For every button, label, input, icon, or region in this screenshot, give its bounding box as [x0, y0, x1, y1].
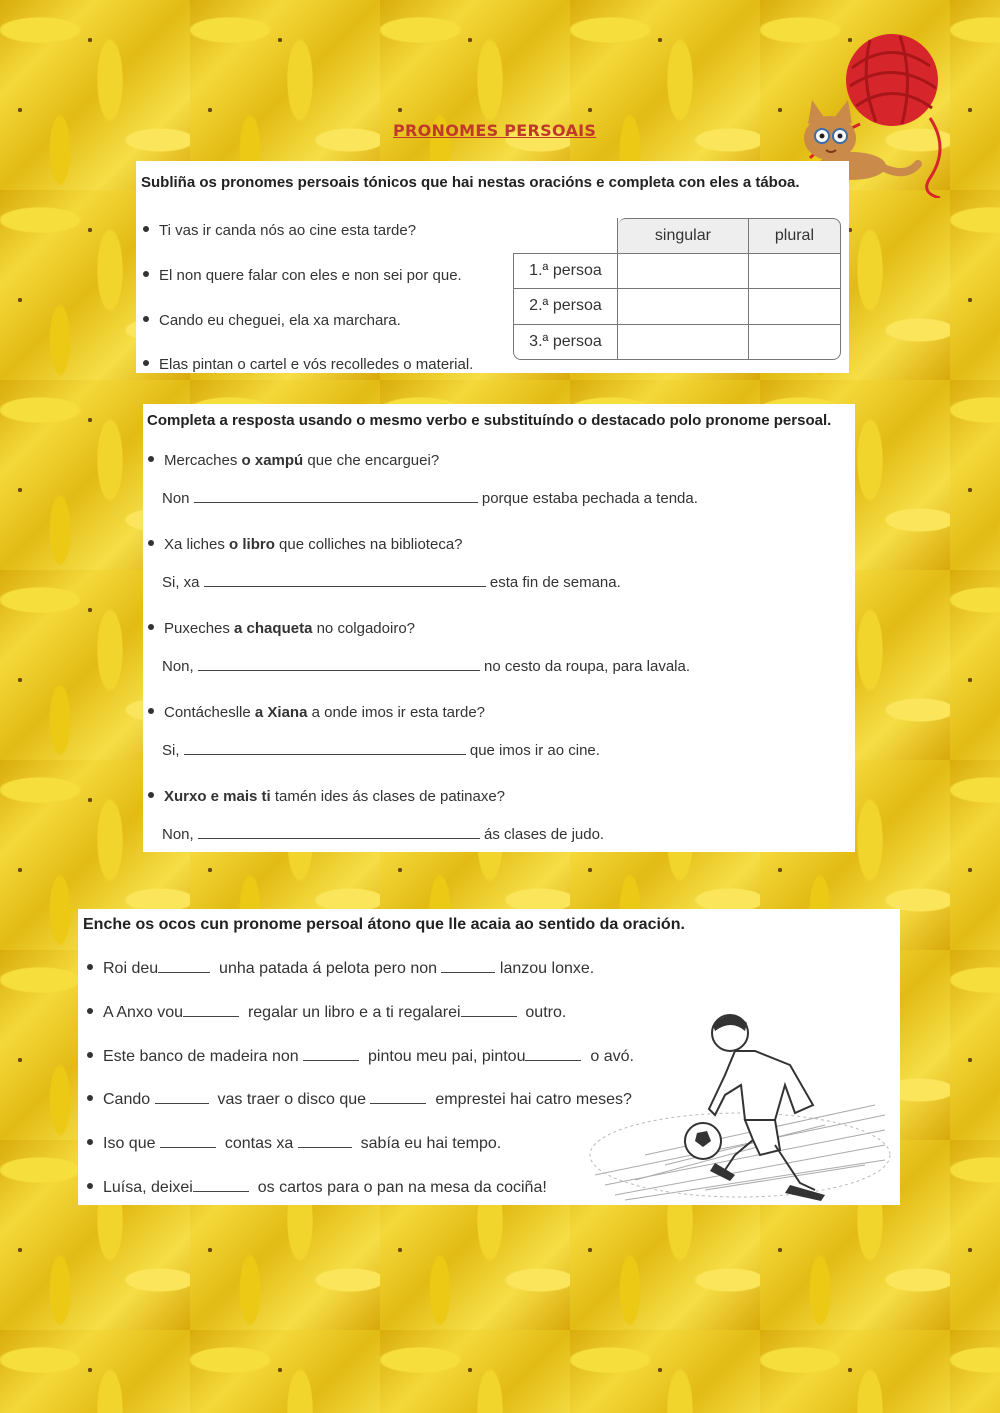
bullet-icon: [87, 964, 93, 970]
answer-line: Si, que imos ir ao cine.: [162, 742, 600, 759]
fill-blank[interactable]: [160, 1135, 216, 1148]
bullet-icon: [148, 456, 154, 462]
answer-blank[interactable]: [204, 574, 486, 587]
answer-line: Si, xa esta fin de semana.: [162, 574, 621, 591]
bullet-icon: [87, 1183, 93, 1189]
table-cell[interactable]: [749, 289, 841, 325]
answer-blank[interactable]: [184, 742, 466, 755]
answer-line: Non, ás clases de judo.: [162, 826, 605, 843]
table-cell[interactable]: [749, 325, 841, 361]
bullet-icon: [148, 708, 154, 714]
sentence-line: Luísa, deixei os cartos para o pan na mesa da cociña!: [87, 1179, 547, 1197]
pronoun-table: [513, 218, 841, 360]
bullet-icon: [143, 360, 149, 366]
fill-blank[interactable]: [155, 1091, 209, 1104]
question-line: Xurxo e mais ti tamén ides ás clases de patinaxe?: [148, 788, 505, 805]
table-cell[interactable]: [749, 254, 841, 290]
fill-blank[interactable]: [193, 1179, 249, 1192]
bullet-icon: [148, 624, 154, 630]
table-cell[interactable]: [618, 289, 749, 325]
answer-line: Non porque estaba pechada a tenda.: [162, 490, 698, 507]
page-title: PRONOMES PERSOAIS: [393, 121, 597, 140]
bullet-icon: [143, 271, 149, 277]
bullet-icon: [87, 1139, 93, 1145]
table-header-singular: singular: [618, 218, 749, 254]
fill-blank[interactable]: [461, 1004, 517, 1017]
answer-blank[interactable]: [198, 658, 480, 671]
fill-blank[interactable]: [298, 1135, 352, 1148]
bullet-icon: [87, 1052, 93, 1058]
section2-instruction: Completa a resposta usando o mesmo verbo e substituíndo o destacado polo pronome persoal.: [147, 412, 832, 429]
bullet-icon: [148, 540, 154, 546]
sentence-line: Iso que contas xa sabía eu hai tempo.: [87, 1135, 501, 1153]
section1-item: Ti vas ir canda nós ao cine esta tarde?: [143, 222, 416, 239]
sentence-line: A Anxo vou regalar un libro e a ti regalarei outro.: [87, 1004, 566, 1022]
fill-blank[interactable]: [525, 1048, 581, 1061]
bullet-icon: [148, 792, 154, 798]
bullet-icon: [143, 226, 149, 232]
bullet-icon: [143, 316, 149, 322]
sentence-line: Roi deu unha patada á pelota pero non lanzou lonxe.: [87, 960, 594, 978]
fill-blank[interactable]: [370, 1091, 426, 1104]
section1-item: Elas pintan o cartel e vós recolledes o material.: [143, 356, 473, 373]
table-cell[interactable]: [618, 325, 749, 361]
answer-blank[interactable]: [198, 826, 480, 839]
sentence-line: Este banco de madeira non pintou meu pai, pintou o avó.: [87, 1048, 634, 1066]
table-header-plural: plural: [749, 218, 841, 254]
section1-item: Cando eu cheguei, ela xa marchara.: [143, 312, 401, 329]
table-row-label: 1.ª persoa: [513, 254, 618, 290]
fill-blank[interactable]: [441, 960, 495, 973]
fill-blank[interactable]: [303, 1048, 359, 1061]
answer-blank[interactable]: [194, 490, 478, 503]
table-row-label: 2.ª persoa: [513, 289, 618, 325]
answer-line: Non, no cesto da roupa, para lavala.: [162, 658, 691, 675]
question-line: Puxeches a chaqueta no colgadoiro?: [148, 620, 415, 637]
bullet-icon: [87, 1095, 93, 1101]
fill-blank[interactable]: [183, 1004, 239, 1017]
boy-kicking-ball-illustration: [585, 1005, 895, 1205]
table-cell[interactable]: [618, 254, 749, 290]
table-row-label: 3.ª persoa: [513, 325, 618, 361]
bullet-icon: [87, 1008, 93, 1014]
fill-blank[interactable]: [158, 960, 210, 973]
section3-instruction: Enche os ocos cun pronome persoal átono que lle acaia ao sentido da oración.: [83, 916, 685, 933]
section1-instruction: Subliña os pronomes persoais tónicos que hai nestas oracións e completa con eles a táboa.: [141, 174, 800, 191]
question-line: Xa liches o libro que colliches na biblioteca?: [148, 536, 463, 553]
section1-item: El non quere falar con eles e non sei por que.: [143, 267, 462, 284]
question-line: Contácheslle a Xiana a onde imos ir esta tarde?: [148, 704, 485, 721]
sentence-line: Cando vas traer o disco que emprestei hai catro meses?: [87, 1091, 632, 1109]
question-line: Mercaches o xampú que che encarguei?: [148, 452, 439, 469]
